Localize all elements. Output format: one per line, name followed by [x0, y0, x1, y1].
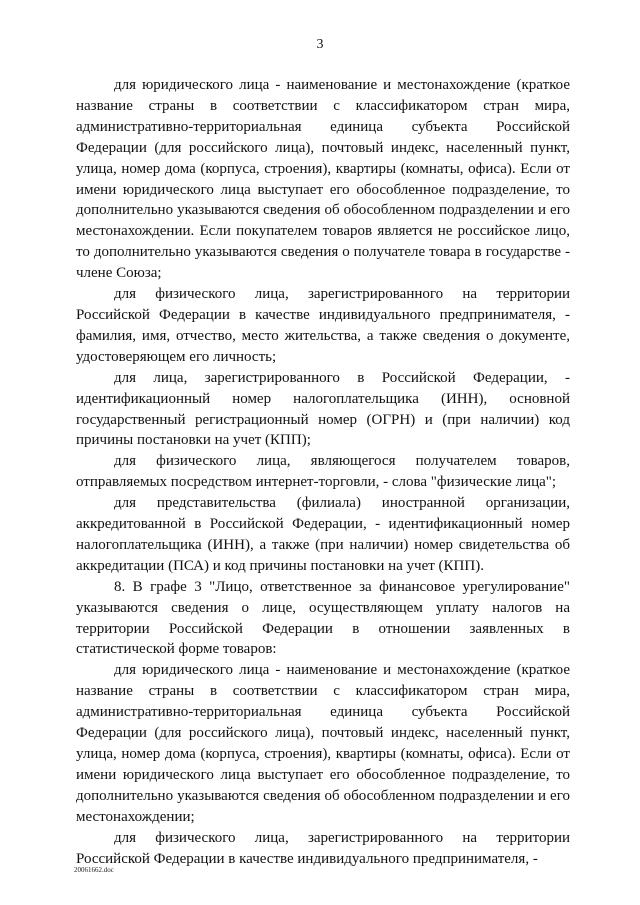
paragraph-individual-entrepreneur: для физического лица, зарегистрированного на территории Российской Федерации в качестве индивидуального предпринимателя, - фамилия, имя, отчество, место жительства, а также сведения о документе, удостоверяющем его личность;	[76, 286, 570, 365]
paragraph-foreign-branch: для представительства (филиала) иностранной организации, аккредитованной в Российской Федерации, - идентификационный номер налогоплательщика (ИНН), а также (при наличии) номер свидетельства об аккредитации (ПСА) и код причины постановки на учет (КПП).	[76, 495, 570, 574]
footer-filename: 20061662.doc	[74, 866, 114, 874]
paragraph-legal-entity: для юридического лица - наименование и местонахождение (краткое название страны в соответствии с классификатором стран мира, административно-территориальная единица субъекта Российской Федерации (для российского лица), почтовый индекс, населенный пункт, улица, номер дома (корпуса, строения), квартиры (комнаты, офиса). Если от имени юридического лица выступает его обособленное подразделение, то дополнительно указываются сведения об обособленном подразделении и его местонахождении. Если покупателем товаров является не российское лицо, то дополнительно указываются сведения о получателе товара в государстве - члене Союза;	[76, 77, 570, 282]
page-number: 3	[316, 37, 324, 52]
paragraph-item-8: 8. В графе 3 "Лицо, ответственное за финансовое урегулирование" указываются сведения о лице, осуществляющем уплату налогов на территории Российской Федерации в отношении заявленных в статистической форме товаров:	[76, 578, 570, 658]
paragraph-individual-entrepreneur-2: для физического лица, зарегистрированного на территории Российской Федерации в качестве индивидуального предпринимателя, -	[76, 829, 570, 867]
paragraph-internet-recipient: для физического лица, являющегося получателем товаров, отправляемых посредством интернет-торговли, - слова "физические лица";	[76, 453, 570, 491]
paragraph-legal-entity-2: для юридического лица - наименование и местонахождение (краткое название страны в соответствии с классификатором стран мира, административно-территориальная единица субъекта Российской Федерации (для российского лица), почтовый индекс, населенный пункт, улица, номер дома (корпуса, строения), квартиры (комнаты, офиса). Если от имени юридического лица выступает его обособленное подразделение, то дополнительно указываются сведения об обособленном подразделении и его местонахождении;	[76, 662, 570, 825]
paragraph-registered-person: для лица, зарегистрированного в Российской Федерации, - идентификационный номер налогоплательщика (ИНН), основной государственный регистрационный номер (ОГРН) и (при наличии) код причины постановки на учет (КПП);	[76, 369, 570, 449]
document-body	[76, 75, 570, 869]
